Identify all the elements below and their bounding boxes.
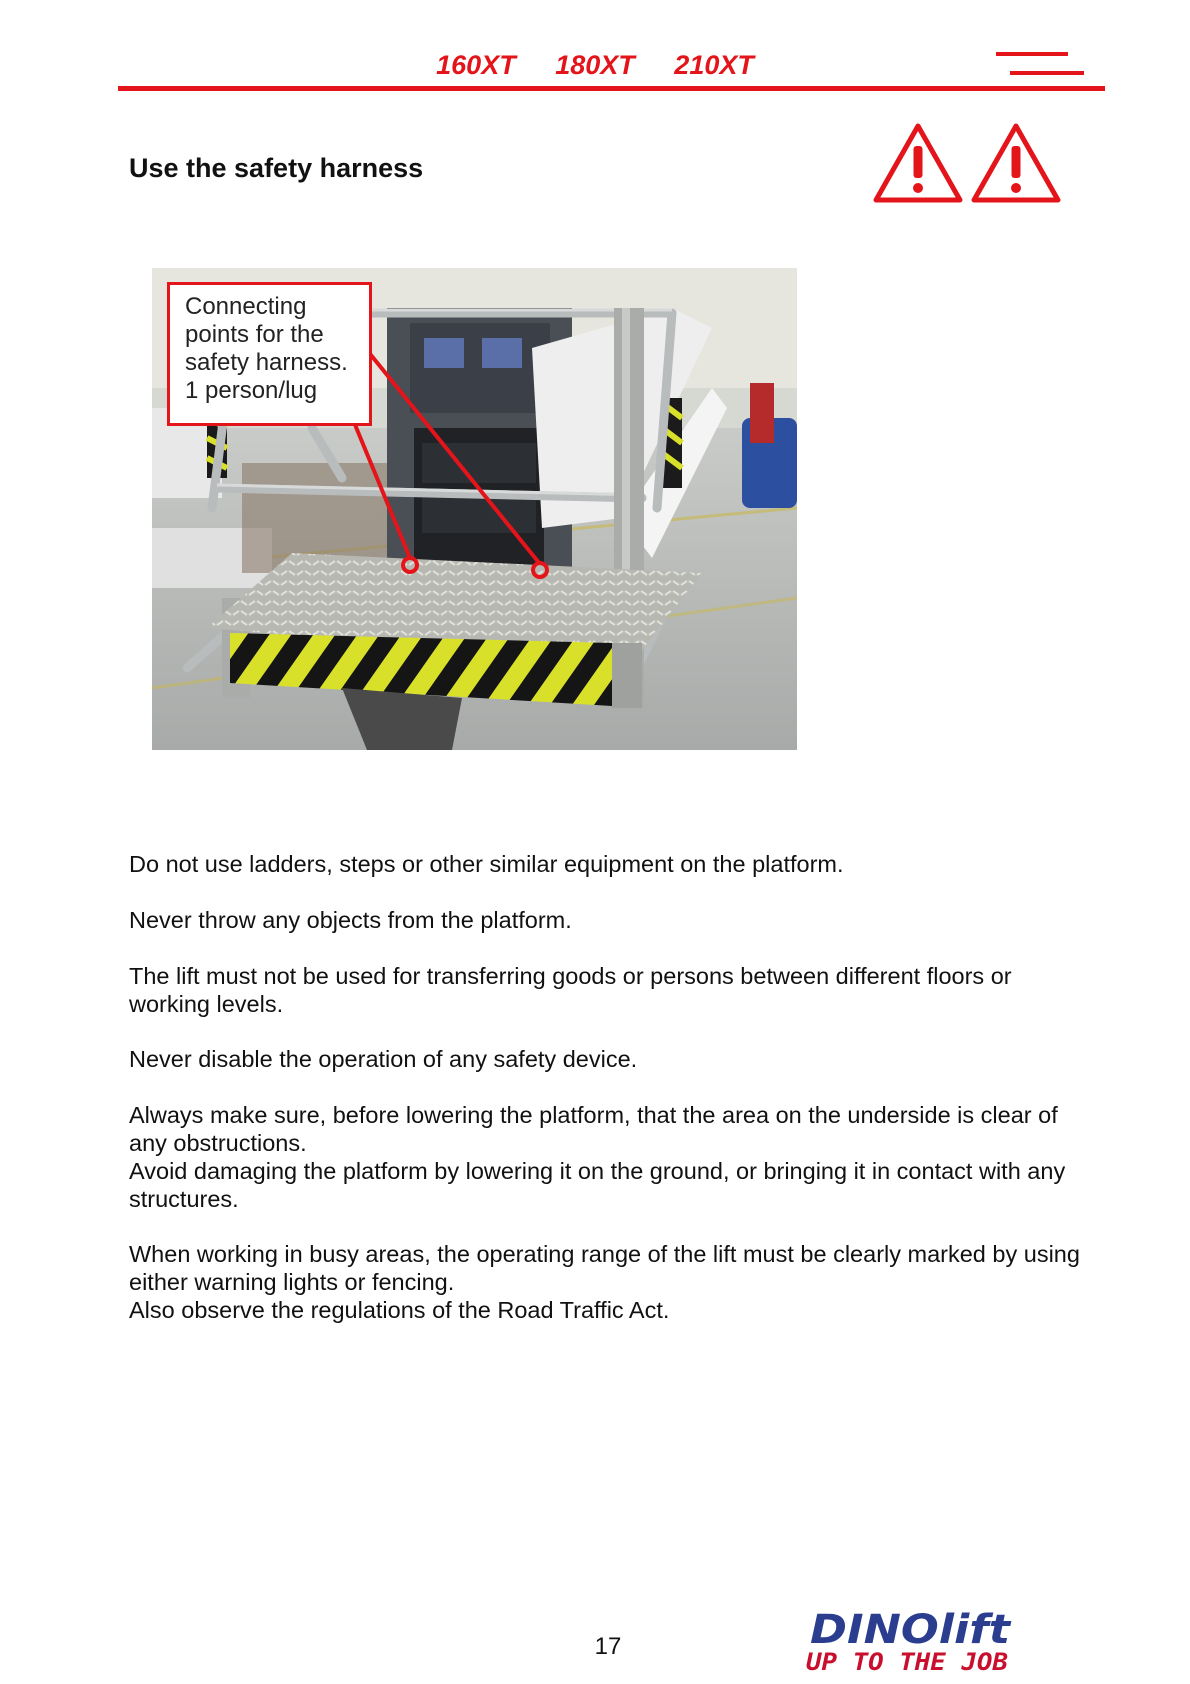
logo-wordmark: DINOlift (810, 1607, 1013, 1653)
logo-tagline: UP TO THE JOB (806, 1648, 1008, 1675)
callout-line: Connecting (185, 293, 307, 320)
paragraph (129, 962, 1089, 1018)
paragraph (129, 1240, 1089, 1324)
paragraph (129, 906, 1089, 934)
paragraph-text: Always make sure, before lowering the platform, that the area on the underside is clear of any obstructions. (129, 1102, 1058, 1156)
callout-line: safety harness. (185, 349, 348, 376)
model-210xt: 210XT (674, 50, 754, 80)
paragraph-text: Never disable the operation of any safety device. (129, 1046, 638, 1072)
model-160xt: 160XT (436, 50, 516, 80)
paragraph-text: When working in busy areas, the operating range of the lift must be clearly marked by using either warning lights or fencing. (129, 1241, 1080, 1295)
warning-triangle-icon (974, 126, 1058, 200)
section-title: Use the safety harness (129, 153, 424, 183)
paragraph-text: Do not use ladders, steps or other similar equipment on the platform. (129, 851, 844, 877)
paragraph-text: Avoid damaging the platform by lowering it on the ground, or bringing it in contact with any structures. (129, 1158, 1066, 1212)
paragraph-text: The lift must not be used for transferring goods or persons between different floors or working levels. (129, 963, 1012, 1017)
callout-line: points for the (185, 321, 324, 348)
dinolift-logo (806, 1605, 1016, 1675)
paragraph (129, 1045, 1089, 1073)
paragraph-text: Also observe the regulations of the Road Traffic Act. (129, 1297, 670, 1323)
paragraph-text: Never throw any objects from the platform. (129, 907, 572, 933)
harness-callout (167, 282, 372, 426)
page-number: 17 (594, 1633, 622, 1660)
warning-triangle-icon (876, 126, 960, 200)
warning-icons (873, 122, 1063, 204)
callout-line: 1 person/lug (185, 377, 318, 404)
paragraph (129, 1101, 1089, 1213)
paragraph (129, 850, 1089, 878)
model-180xt: 180XT (555, 50, 635, 80)
header-divider (118, 86, 1105, 91)
header-brand-lines (996, 52, 1088, 78)
